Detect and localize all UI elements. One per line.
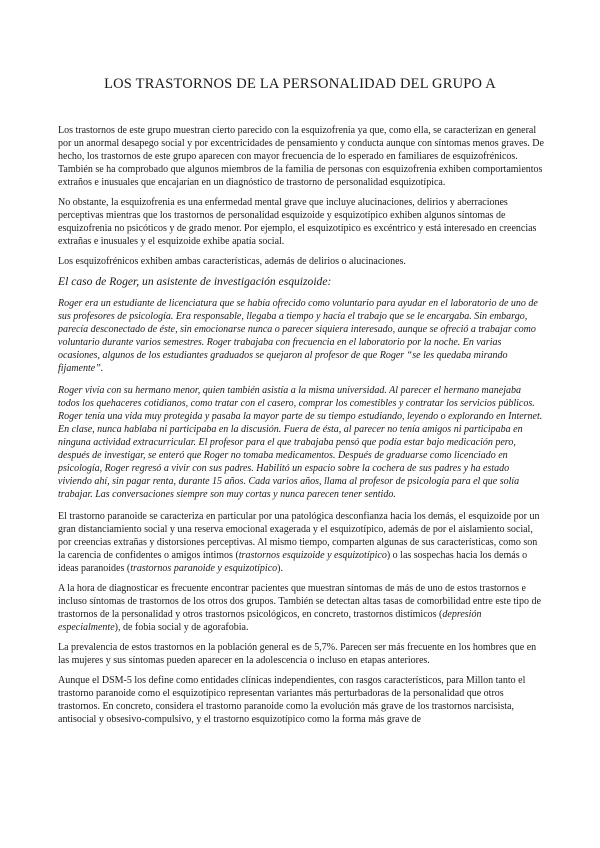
paragraph-paranoid: El trastorno paranoide se caracteriza en particular por una patológica desconfianza hacia los demás, el esquizoide por un gran distanciamiento social y una reserva emocional exagerada y el esquizotípico, además de por el aislamiento social, por creencias extrañas y distorsiones perceptivas. Al mismo tiempo, comparten algunas de sus características, como son la carencia de confidentes o amigos íntimos (trastornos esquizoide y esquizotípico) o las sospechas hacia los demás o ideas paranoides (trastornos paranoide y esquizotípico). — [58, 511, 540, 574]
paragraph-both-features: Los esquizofrénicos exhiben ambas características, además de delirios o alucinaciones. — [58, 256, 406, 267]
document-title: LOS TRASTORNOS DE LA PERSONALIDAD DEL GRUPO A — [104, 76, 496, 92]
case-heading: El caso de Roger, un asistente de investigación esquizoide: — [58, 275, 332, 288]
paragraph-diagnosis: A la hora de diagnosticar es frecuente encontrar pacientes que muestran síntomas de más de uno de estos trastornos e incluso síntomas de trastornos de los otros dos grupos. También se detectan altas tasas de comorbilidad entre este tipo de trastornos de la personalidad y otros trastornos psicológicos, en concreto, trastornos distímicos (depresión especialmente), de fobia social y de agorafobia. — [58, 583, 541, 633]
paragraph-millon: Aunque el DSM-5 los define como entidades clínicas independientes, con rasgos característicos, para Millon tanto el trastorno paranoide como el esquizotípico representan variantes más perturbadoras de la personalidad que otros trastornos. En concreto, considera el trastorno paranoide como la evolución más grave de los trastornos narcisista, antisocial y obsesivo-compulsivo, y el trastorno esquizotípico como la forma más grave de — [58, 675, 526, 725]
case-paragraph-2: Roger vivía con su hermano menor, quien también asistía a la misma universidad. Al parecer el hermano manejaba todos los quehaceres cotidianos, como tratar con el casero, comprar los comestibles y contratar los servicios públicos. Roger tenía una vida muy protegida y pasaba la mayor parte de su tiempo estudiando, leyendo o explorando en Internet. En clase, nunca hablaba ni participaba en la discusión. Fuera de ésta, al parecer no tenía amigos ni participaba en ninguna actividad extracurricular. El profesor para el que trabajaba pensó que podía estar bajo medicación pero, después de investigar, se enteró que Roger no tomaba medicamentos. Después de graduarse como licenciado en psicología, Roger regresó a vivir con sus padres. Habilitó un espacio sobre la cochera de sus padres y ha estado viviendo ahí, sin pagar renta, durante 15 años. Cada varios años, llama al profesor de psicología para el que solía trabajar. Las conversaciones siempre son muy cortas y nunca parecen tener sentido. — [58, 385, 543, 500]
document-body — [58, 124, 544, 733]
case-paragraph-1: Roger era un estudiante de licenciatura que se había ofrecido como voluntario para ayudar en el laboratorio de uno de sus profesores de psicología. Era responsable, llegaba a tiempo y hacía el trabajo que se le encargaba. Sin embargo, parecía desconectado de éste, sin emocionarse nunca o parecer siquiera interesado, aunque se ofreció a trabajar como voluntario durante varios semestres. Roger trabajaba con frecuencia en el laboratorio por la noche. En varias ocasiones, algunos de los estudiantes graduados se quejaron al profesor de que Roger “se les quedaba mirando fijamente”. — [58, 298, 538, 374]
paragraph-schizophrenia: No obstante, la esquizofrenia es una enfermedad mental grave que incluye alucinaciones, delirios y aberraciones perceptivas mientras que los trastornos de personalidad esquizoide y esquizotípico exhiben algunos síntomas de esquizofrenia no psicóticos y de grado menor. Por ejemplo, el esquizotípico es excéntrico y está interesado en creencias extrañas e inusuales y el esquizoide exhibe apatía social. — [58, 197, 537, 247]
paragraph-prevalence: La prevalencia de estos trastornos en la población general es de 5,7%. Parecen ser más frecuente en los hombres que en las mujeres y sus síntomas pueden aparecer en la adolescencia o incluso en etapas anteriores. — [58, 642, 537, 666]
paragraph-intro: Los trastornos de este grupo muestran cierto parecido con la esquizofrenia ya que, como ella, se caracterizan en general por un anormal desapego social y por excentricidades de pensamiento y conducta aunque con síntomas menos graves. De hecho, los trastornos de este grupo aparecen con mayor frecuencia de lo esperado en familiares de esquizofrénicos. También se ha comprobado que algunos miembros de la familia de personas con esquizofrenia exhiben comportamientos extraños e inusuales que encajarían en un diagnóstico de trastorno de personalidad esquizotípica. — [58, 125, 544, 188]
